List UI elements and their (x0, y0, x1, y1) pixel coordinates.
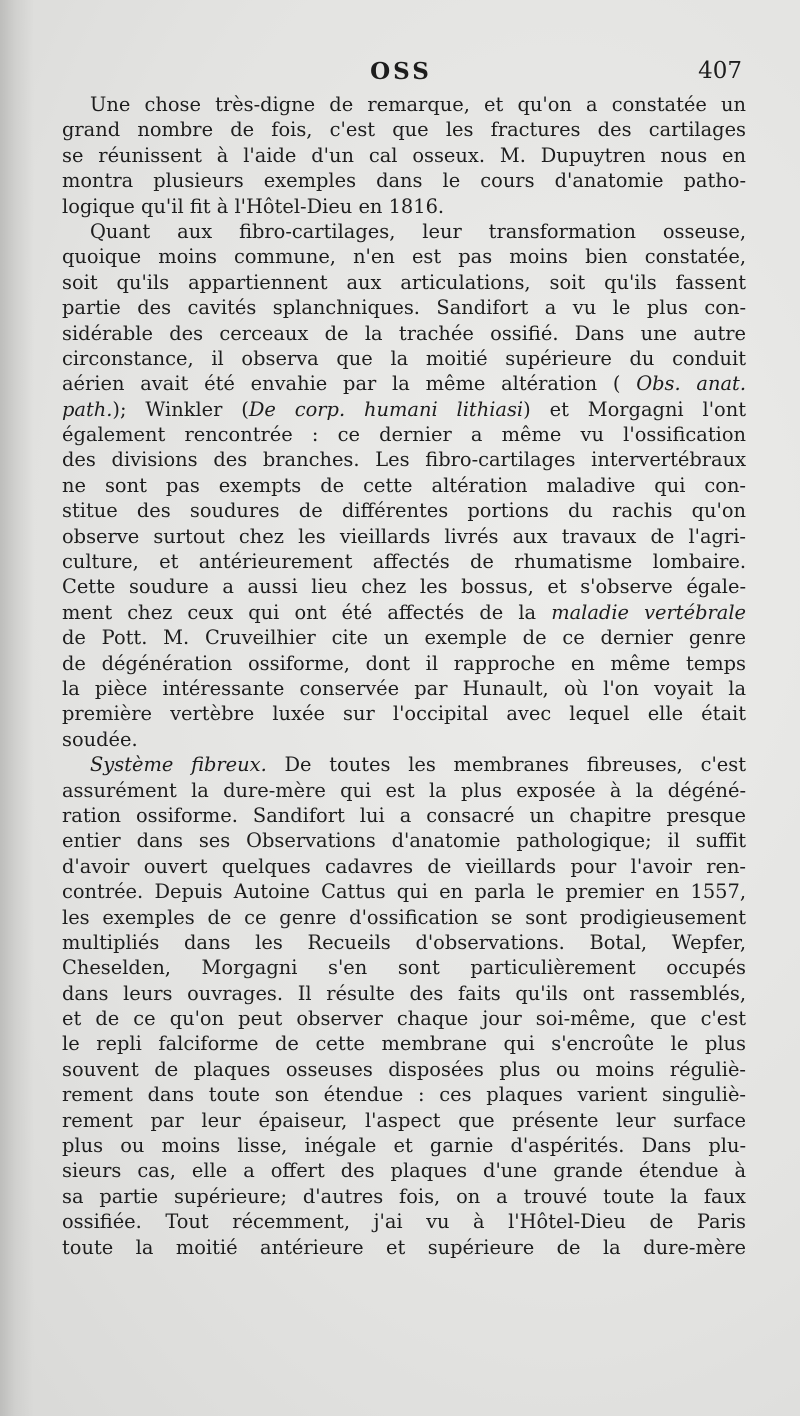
text-line (62, 600, 746, 625)
text-line (62, 371, 746, 396)
citation-italic: path. (62, 397, 113, 421)
text-line: observe surtout chez les vieillards livrés aux travaux de l'agri- (62, 524, 746, 548)
text-run: ) et Morgagni l'ont (523, 397, 747, 421)
text-run: De toutes les membranes fibreuses, c'est (284, 753, 746, 777)
text-line: se réunissent à l'aide d'un cal osseux. M. Dupuytren nous en (62, 143, 746, 167)
text-line: stitue des soudures de différentes portions du rachis qu'on (62, 499, 746, 523)
text-line: circonstance, il observa que la moitié supérieure du conduit (62, 346, 746, 370)
text-line: rement par leur épaiseur, l'aspect que présente leur surface (62, 1108, 746, 1132)
text-line: Cheselden, Morgagni s'en sont particulièrement occupés (62, 956, 746, 980)
text-line: ossifiée. Tout récemment, j'ai vu à l'Hôtel-Dieu de Paris (62, 1210, 746, 1234)
text-line: première vertèbre luxée sur l'occipital avec lequel elle était (62, 702, 746, 726)
text-line: d'avoir ouvert quelques cadavres de vieillards pour l'avoir ren- (62, 854, 746, 878)
text-line: soudée. (62, 727, 138, 751)
text-line: entier dans ses Observations d'anatomie pathologique; il suffit (62, 829, 746, 853)
text-line: et de ce qu'on peut observer chaque jour soi-même, que c'est (62, 1007, 746, 1031)
text-line: sieurs cas, elle a offert des plaques d'une grande étendue à (62, 1159, 746, 1183)
running-head (60, 58, 742, 92)
text-line (62, 397, 746, 422)
text-line: partie des cavités splanchniques. Sandifort a vu le plus con- (62, 296, 746, 320)
text-line: culture, et antérieurement affectés de rhumatisme lombaire. (62, 550, 746, 574)
section-heading-italic: Système fibreux. (90, 753, 267, 777)
text-line: dans leurs ouvrages. Il résulte des faits qu'ils ont rassemblés, (62, 981, 746, 1005)
text-line: de dégénération ossiforme, dont il rapproche en même temps (62, 651, 746, 675)
text-line: sidérable des cerceaux de la trachée ossifié. Dans une autre (62, 321, 746, 345)
text-line: toute la moitié antérieure et supérieure de la dure-mère (62, 1235, 746, 1259)
text-line: Cette soudure a aussi lieu chez les bossus, et s'observe égale- (62, 575, 746, 599)
citation-italic: Obs. anat. (636, 372, 747, 396)
text-line: Une chose très-digne de remarque, et qu'on a constatée un (90, 93, 746, 116)
text-line: sa partie supérieure; d'autres fois, on a trouvé toute la faux (62, 1184, 746, 1208)
running-title: OSS (370, 58, 432, 85)
text-run: ment chez ceux qui ont été affectés de la (62, 600, 537, 624)
body-text (62, 92, 746, 1260)
text-line: Quant aux fibro-cartilages, leur transformation osseuse, (90, 219, 746, 243)
text-line: souvent de plaques osseuses disposées plus ou moins réguliè- (62, 1057, 746, 1081)
text-line: multipliés dans les Recueils d'observations. Botal, Wepfer, (62, 930, 746, 954)
text-line: contrée. Depuis Autoine Cattus qui en parla le premier en 1557, (62, 880, 746, 904)
text-line: grand nombre de fois, c'est que les fractures des cartilages (62, 118, 746, 142)
citation-italic: De corp. humani lithiasi (248, 397, 524, 421)
text-line: plus ou moins lisse, inégale et garnie d'aspérités. Dans plu- (62, 1134, 746, 1158)
text-line: la pièce intéressante conservée par Hunault, où l'on voyait la (62, 676, 746, 700)
text-run: ); Winkler ( (112, 397, 249, 421)
text-line: assurément la dure-mère qui est la plus exposée à la dégéné- (62, 778, 746, 802)
page-number: 407 (698, 58, 742, 84)
text-line: ration ossiforme. Sandifort lui a consacré un chapitre presque (62, 803, 746, 827)
text-line: ne sont pas exempts de cette altération maladive qui con- (62, 473, 746, 497)
text-line: montra plusieurs exemples dans le cours d'anatomie patho- (62, 169, 746, 193)
text-line: soit qu'ils appartiennent aux articulations, soit qu'ils fassent (62, 270, 746, 294)
binding-shadow (0, 0, 34, 1416)
text-line: quoique moins commune, n'en est pas moins bien constatée, (62, 245, 746, 269)
text-run: aérien avait été envahie par la même altération ( (62, 372, 621, 396)
text-line: les exemples de ce genre d'ossification se sont prodigieusement (62, 905, 746, 929)
text-line: également rencontrée : ce dernier a même vu l'ossification (62, 423, 746, 447)
text-line: des divisions des branches. Les fibro-cartilages intervertébraux (62, 448, 746, 472)
text-line: logique qu'il fit à l'Hôtel-Dieu en 1816. (62, 194, 445, 218)
text-line: le repli falciforme de cette membrane qui s'encroûte le plus (62, 1032, 746, 1056)
text-line: rement dans toute son étendue : ces plaques varient singuliè- (62, 1083, 746, 1107)
term-italic: maladie vertébrale (551, 600, 746, 624)
text-line: de Pott. M. Cruveilhier cite un exemple de ce dernier genre (62, 626, 746, 650)
text-line (62, 752, 746, 777)
